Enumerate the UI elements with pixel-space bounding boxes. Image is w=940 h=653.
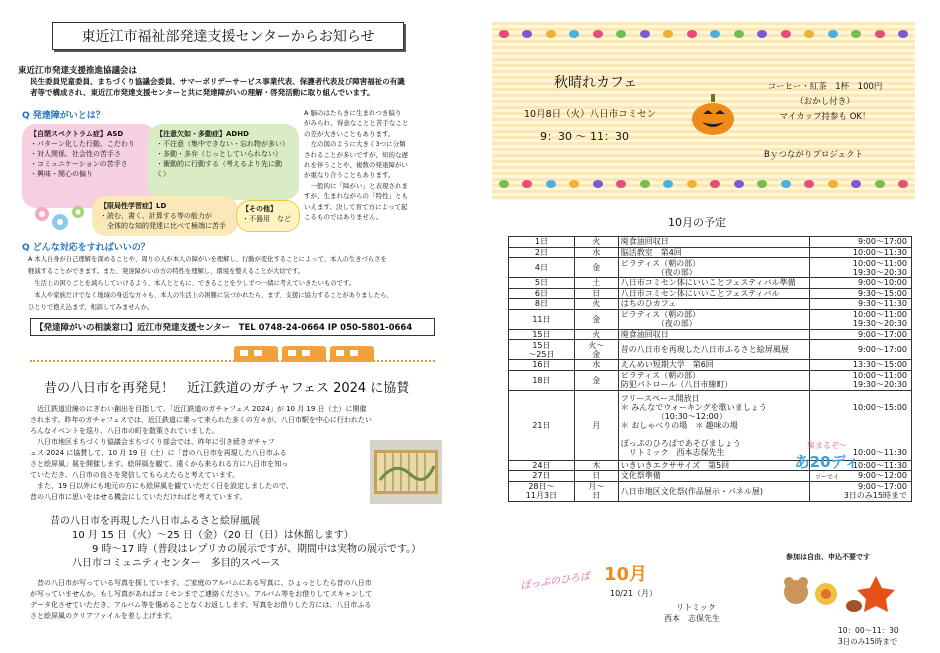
assoc-name: 東近江市発達支援推進協議会は — [18, 66, 138, 76]
candy-border-bottom — [492, 180, 915, 192]
schedule-event — [618, 460, 810, 471]
assoc-body: 民生委員児童委員、まちづくり協議会委員、サマーボリデーサービス事業代表、保護者代表及び障害福祉の有識 者等で構成され、東近江市発達支援センターと共に発達障がいの理解・啓発活動に取り組んでいます。 — [30, 77, 405, 97]
schedule-weekday: 金 — [574, 309, 618, 329]
schedule-time-line — [812, 412, 907, 421]
schedule-time-line: 10:00～11:30 — [852, 247, 907, 257]
schedule-time-line: 19:30～20:30 — [852, 319, 907, 328]
schedule-weekday: 木 — [574, 460, 618, 471]
schedule-event-line: 廃食油回収日 — [620, 329, 669, 339]
rediscover-line: また、19 日以外にも地元の方にも絵屏風を観ていただく日を設定しましたので、 — [30, 482, 293, 490]
schedule-event — [618, 247, 810, 258]
schedule-event — [618, 390, 810, 460]
adhd-item: ・不注意（集中できない・忘れ物が多い） — [156, 140, 289, 148]
adhd-title: 【注意欠如・多動症】ADHD — [156, 130, 249, 138]
schedule-event — [618, 288, 810, 299]
schedule-time-line: 9:00～17:00 — [857, 345, 907, 354]
schedule-event-line: 防犯パトロール（八日市線町） — [620, 380, 733, 389]
schedule-row — [509, 340, 912, 360]
schedule-event-line: ピラティス（朝の部） — [620, 371, 701, 380]
schedule-time — [810, 247, 912, 258]
schedule-event-line: ＊ おしゃべりの場 ＊ 趣味の場 — [620, 420, 738, 430]
q1-answer-line: A 脳のはたらきに生まれつき偏り — [304, 109, 402, 117]
candy-border-top — [492, 30, 915, 42]
cafe-time: 9：30 ～ 11：30 — [540, 130, 629, 143]
rediscover-line: ていただき、八日市の良さを発信してもらえたらと考えています。 — [30, 471, 240, 479]
q1-answer-line: がみられ、得意なことと苦手なこと — [304, 119, 409, 128]
schedule-weekday: 金 — [574, 370, 618, 390]
schedule-event — [618, 258, 810, 278]
schedule-row — [509, 299, 912, 310]
photo-request-line: さと絵屏風のクリアファイルを差し上げます。 — [30, 612, 177, 620]
rediscover-line: ェス 2024 に協賛して、10 月 19 日（土）に「昔の八日市を再現した八日市ふる — [30, 449, 287, 457]
rediscover-line: さと絵屏風」展を開催します。絵屏風を観て、遠くから来られる方に八日市を知っ — [30, 460, 289, 468]
exhibit-venue: 八日市コミュニティセンター 多目的スペース — [72, 558, 281, 569]
schedule-row — [509, 278, 912, 289]
contact-text: 【発達障がいの相談窓口】近江市発達支援センター TEL 0748-24-0664 IP 050-5801-0664 — [35, 323, 413, 333]
q1-answer-line: されることが多いですが、知的な遅 — [304, 150, 408, 159]
schedule-weekday: 月 — [574, 390, 618, 460]
schedule-weekday: 日 — [574, 288, 618, 299]
schedule-time-line: 13:30～15:00 — [852, 360, 907, 370]
asd-item: ・コミュニケーションの苦手さ — [30, 160, 128, 168]
schedule-row — [509, 247, 912, 258]
schedule-weekday: 火 — [574, 299, 618, 310]
schedule-event — [618, 278, 810, 289]
rediscover-line: ろんなイベントを巡り、八日市の町を散策されていました。 — [30, 427, 219, 435]
badge-main-text: あ20ディ — [794, 453, 860, 471]
schedule-day: 6日 — [509, 288, 575, 299]
schedule-row — [509, 237, 912, 248]
schedule-row — [509, 370, 912, 390]
schedule-day: 28日～ 11月3日 — [509, 481, 575, 501]
schedule-event — [618, 299, 810, 310]
schedule-row — [509, 288, 912, 299]
q1-answer-line: が重なり合うこともあります。 — [304, 171, 395, 180]
schedule-weekday: 日 — [574, 471, 618, 482]
schedule-event — [618, 329, 810, 340]
question-1-heading: Q 発達障がいとは？ — [22, 111, 105, 121]
schedule-event — [618, 237, 810, 248]
asd-item: ・興味・関心の偏り — [30, 170, 93, 178]
schedule-row — [509, 309, 912, 329]
schedule-event — [618, 471, 810, 482]
hiroba-teacher: 西本 志保先生 — [664, 614, 720, 623]
schedule-event-line: ＊ みんなでウォーキングを歌いましょう — [620, 402, 767, 412]
q2-answer — [28, 254, 438, 314]
hiroba-event: リトミック — [676, 603, 716, 612]
schedule-time — [810, 481, 912, 501]
asd-title: 【自閉スペクトラム症】ASD — [30, 130, 124, 138]
cafe-menu-price: コーヒー・紅茶 1杯 100円 — [767, 82, 883, 92]
train-illustration — [232, 342, 382, 366]
folding-screen-photo — [370, 440, 442, 504]
schedule-event-line: （夜の部） — [620, 267, 697, 277]
cafe-cup-note: マイカップ持参も OK！ — [779, 112, 871, 122]
schedule-event-line: えんめい短期大学 第6回 — [620, 360, 714, 370]
rediscover-line: されます。昨年のガチャフェスでは、近江鉄道に乗って来られた多くの方々が、八日市駅を中心に行われたい — [30, 416, 372, 424]
adhd-item: ・衝動的に行動する（考えるより先に動く） — [156, 160, 282, 178]
adhd-item: ・多動・多弁（じっとしていられない） — [156, 150, 282, 158]
q2-answer-line: 本人や家族だけでなく地域の身近な方々も、本人の生活上の困難に気づかれたら、まず、支援に協力することがありましたら、 — [28, 292, 393, 299]
schedule-time-line: 10:00～11:00 — [852, 310, 907, 319]
schedule-weekday: 金 — [574, 258, 618, 278]
q2-answer-line: 軽減することができます。また、発達障がいの方の特性を理解し、環境を整えることが大切です。 — [28, 268, 305, 275]
badge-sub-text: ツーでイ — [814, 474, 839, 481]
schedule-time-line: 10:00～11:00 — [852, 258, 907, 268]
rediscover-title: 昔の八日市を再発見！ 近江鉄道のガチャフェス 2024 に協賛 — [44, 381, 410, 396]
exhibit-dates: 10 月 15 日（火）～25 日（金）（20 日（日）は休館します） — [72, 530, 354, 541]
schedule-day: 15日 ～25日 — [509, 340, 575, 360]
q1-answer-line: こるものではありません。 — [304, 213, 383, 222]
schedule-time — [810, 309, 912, 329]
schedule-event — [618, 370, 810, 390]
schedule-day: 16日 — [509, 360, 575, 371]
photo-request-line: が写っていませんか。もし写真があればコミセンまでご連絡ください。アルバム等をお借りしてスキャンして — [30, 590, 373, 598]
badge-top-text: 集まるぞ～ — [807, 441, 847, 450]
q1-answer-line: いえます。決して育て方によって起 — [304, 202, 408, 211]
schedule-event — [618, 340, 810, 360]
exhibit-info — [50, 515, 421, 571]
ld-item: 全体的な知的発達に比べて極端に苦手 — [100, 222, 226, 230]
schedule-time-line: 9:00～12:00 — [857, 471, 907, 481]
q1-answer — [304, 108, 439, 222]
cafe-menu — [750, 80, 900, 125]
consultation-contact — [30, 318, 435, 336]
schedule-weekday: 水 — [574, 247, 618, 258]
rediscover-line: 八日市地区まちづくり協議会まちづくり部会では、昨年に引き続きガチャフ — [30, 438, 275, 446]
schedule-weekday: 火 — [574, 329, 618, 340]
schedule-time-line — [812, 421, 907, 430]
page-title — [52, 22, 404, 50]
schedule-day: 8日 — [509, 299, 575, 310]
hiroba-time: 10：00～11：30 — [838, 626, 899, 635]
schedule-event — [618, 360, 810, 371]
q1-answer-line: すが、生まれながらの「特性」とも — [304, 192, 408, 201]
other-bubble — [236, 200, 300, 232]
schedule-event-line: （夜の部） — [620, 319, 697, 328]
schedule-event-line: フリースペース開放日 — [620, 393, 700, 403]
photo-request-line: データ化させていただき、アルバム等を傷めることなくお返しします。写真をお借りした方には、八日市ふる — [30, 601, 372, 609]
schedule-event-line: 八日市コミセン体にいいことフェスティバル — [620, 288, 780, 298]
question-2-heading: Q どんな対応をすればいいの？ — [22, 243, 150, 253]
schedule-event-line: リトミック 西本志保先生 — [620, 447, 725, 457]
autumn-animals-illustration — [776, 566, 906, 618]
schedule-time — [810, 299, 912, 310]
schedule-time-line — [812, 430, 907, 439]
autumn-cafe-banner — [492, 22, 915, 200]
q1-answer-line: れを伴うことや、複数の発達障がい — [304, 161, 408, 170]
schedule-row — [509, 360, 912, 371]
pumpkin-icon — [690, 92, 736, 136]
q1-answer-line: 一般的に「障がい」と表現されま — [304, 181, 408, 190]
schedule-time-line: 10:00～15:00 — [852, 402, 907, 412]
q2-answer-line: 生活上の困りごとを減らしていけるよう、本人とともに、できることを少しずつ一緒に考えていきたいものです。 — [28, 280, 355, 287]
schedule-day: 2日 — [509, 247, 575, 258]
schedule-time — [810, 340, 912, 360]
schedule-day: 27日 — [509, 471, 575, 482]
q2-answer-line: A 本人自身が自己理解を深めることや、周りの人が本人の障がいを理解し、行動が変化することによって、本人の生きづらさを — [28, 256, 387, 263]
schedule-time — [810, 288, 912, 299]
schedule-time-line: 9:00～17:00 — [857, 482, 907, 491]
exhibit-hours: 9 時～17 時（普段はレプリカの展示ですが、期間中は実物の展示です。） — [92, 544, 422, 555]
schedule-day: 24日 — [509, 460, 575, 471]
cafe-organizer: Bｙつながりプロジェクト — [764, 150, 864, 160]
schedule-time-line — [812, 394, 907, 403]
schedule-event-line: ぼっぷのひろばであそびましょう — [620, 438, 741, 448]
schedule-time-line: 10:00～11:00 — [852, 371, 907, 380]
flower-illustration — [30, 200, 88, 234]
q1-answer-line: の差が大きいこともあります。 — [304, 129, 395, 138]
schedule-time — [810, 329, 912, 340]
schedule-event-line — [621, 430, 808, 439]
schedule-event-line: （10:30～12:00） — [620, 411, 727, 421]
hiroba-name: ぽっぷのひろば — [519, 571, 591, 592]
photo-request-body — [30, 578, 440, 622]
schedule-day: 11日 — [509, 309, 575, 329]
schedule-event-line: 八日市コミセン体にいいことフェスティバル準備 — [620, 278, 796, 288]
adhd-bubble — [148, 124, 299, 200]
atsumaruzo-badge — [782, 440, 872, 480]
hiroba-month: 10月 — [604, 564, 648, 585]
hiroba-date: 10/21（月） — [610, 589, 658, 598]
schedule-event-line: 昔の八日市を再現した八日市ふるさと絵屏風展 — [620, 345, 789, 354]
asd-item: ・対人関係、社会性の苦手さ — [30, 150, 121, 158]
schedule-time-line: 19:30～20:30 — [852, 267, 907, 277]
schedule-time-line: 9:30～15:00 — [857, 288, 907, 298]
schedule-event-line: はちのひカフェ — [620, 299, 677, 309]
photo-request-line: 昔の八日市が写っている写真を探しています。ご家庭のアルバムにある写真に、ひょっとしたら昔の八日市 — [30, 579, 372, 587]
schedule-event-line: 廃食油回収日 — [620, 237, 669, 247]
cafe-title: 秋晴れカフェ — [554, 75, 638, 91]
schedule-day: 15日 — [509, 329, 575, 340]
hiroba-time-note: 3日のみ15時まで — [838, 637, 898, 646]
schedule-time-line: 9:00～17:00 — [857, 237, 907, 247]
schedule-time — [810, 360, 912, 371]
schedule-weekday: 月～ 日 — [574, 481, 618, 501]
schedule-time-line: 9:00～10:00 — [857, 278, 907, 288]
other-item: ・不器用 など — [242, 215, 291, 223]
schedule-weekday: 火 — [574, 237, 618, 248]
rediscover-line: 昔の八日市に思いをはせる機会にしていただければと考えています。 — [30, 493, 247, 501]
cafe-menu-note: （おかし付き） — [795, 97, 855, 107]
hiroba-note: 参加は自由、申込不要です — [786, 553, 870, 561]
asd-item: ・パターン化した行動、こだわり — [30, 140, 135, 148]
schedule-time — [810, 370, 912, 390]
schedule-title: 10月の予定 — [668, 216, 726, 229]
schedule-time-line: 10:00～11:30 — [852, 460, 907, 470]
schedule-day: 18日 — [509, 370, 575, 390]
schedule-row — [509, 329, 912, 340]
schedule-time-line: 19:30～20:30 — [852, 380, 907, 389]
schedule-weekday: 土 — [574, 278, 618, 289]
other-title: 【その他】 — [242, 205, 277, 213]
schedule-event-line: ピラティス（朝の部） — [620, 258, 701, 268]
schedule-day: 1日 — [509, 237, 575, 248]
schedule-time-line: 9:00～17:00 — [857, 329, 907, 339]
schedule-event-line: 八日市地区文化祭(作品展示・パネル展) — [620, 486, 763, 496]
schedule-event-line: 脳活教室 第4回 — [620, 247, 682, 257]
schedule-weekday: 火～ 金 — [574, 340, 618, 360]
q2-answer-line: ひとりで抱え込まず、相談してみませんか。 — [28, 304, 154, 311]
q1-answer-line: 左の図のように大きく3つに分類 — [304, 140, 406, 149]
page-title-text: 東近江市福祉部発達支援センターからお知らせ — [81, 29, 375, 45]
schedule-event-line: いきいきエクササイズ 第5回 — [620, 460, 730, 470]
cafe-date: 10月8日（火）八日市コミセン — [524, 109, 657, 120]
schedule-row — [509, 481, 912, 501]
exhibit-title: 昔の八日市を再現した八日市ふるさと絵屏風展 — [50, 516, 260, 527]
schedule-time — [810, 237, 912, 248]
schedule-time-line: 3日のみ15時まで — [843, 491, 907, 500]
schedule-day: 4日 — [509, 258, 575, 278]
ld-title: 【限局性学習症】LD — [100, 202, 167, 210]
ld-bubble — [92, 196, 238, 236]
schedule-event-line: ピラティス（朝の部） — [620, 310, 701, 319]
schedule-weekday: 水 — [574, 360, 618, 371]
schedule-time-line: 9:30～11:30 — [857, 299, 907, 309]
rediscover-line: 近江鉄道沿線のにぎわい創出を目指して、「近江鉄道のガチャフェス 2024」が 10 月 19 日（土）に開催 — [30, 405, 367, 413]
schedule-day: 5日 — [509, 278, 575, 289]
schedule-time — [810, 278, 912, 289]
schedule-time — [810, 258, 912, 278]
schedule-row — [509, 258, 912, 278]
schedule-event — [618, 481, 810, 501]
schedule-event-line: 文化祭準備 — [620, 471, 661, 481]
schedule-day: 21日 — [509, 390, 575, 460]
schedule-event — [618, 309, 810, 329]
ld-item: ・読む、書く、計算する等の能力が — [100, 212, 212, 220]
schedule-time-line: 10:00～11:30 — [852, 447, 907, 457]
